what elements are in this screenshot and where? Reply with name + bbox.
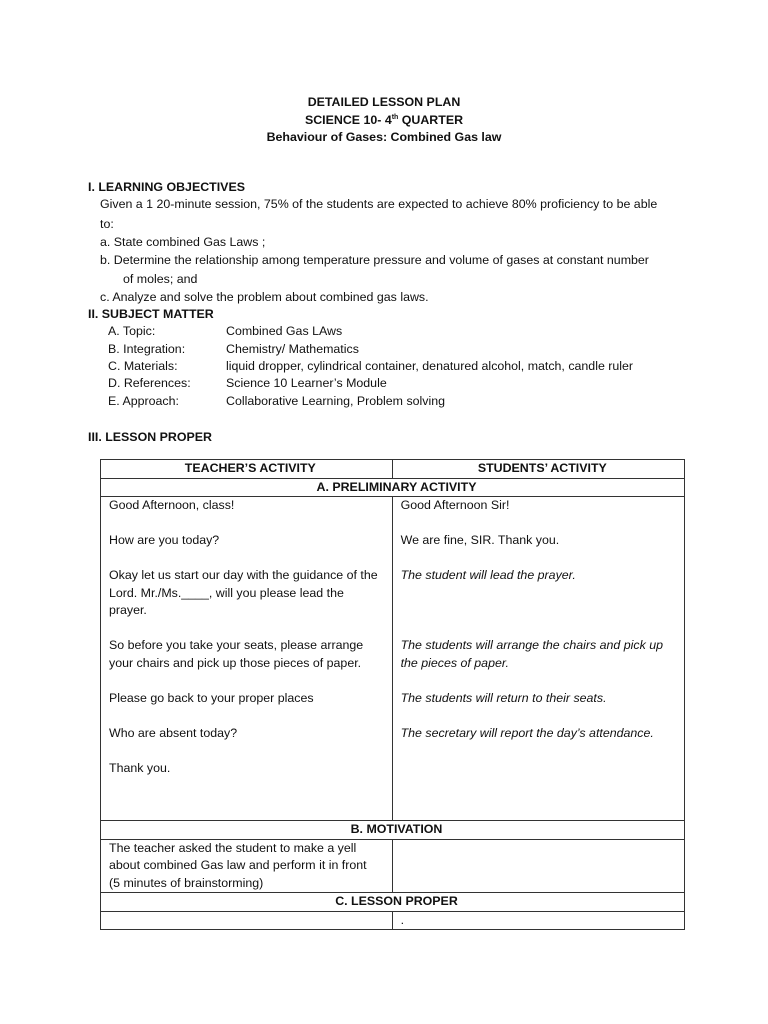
students-arrange-line-2: the pieces of paper.	[400, 655, 509, 670]
teacher-yell-line-2: about combined Gas law and perform it in front	[109, 858, 367, 872]
lesson-activity-table	[100, 459, 685, 930]
objective-b-cont: of moles; and	[123, 272, 198, 286]
students-prayer: The student will lead the prayer.	[400, 568, 576, 582]
doc-title: DETAILED LESSON PLAN	[307, 95, 461, 109]
teacher-prayer-line-1: Okay let us start our day with the guidance of the	[109, 568, 378, 582]
lesson-proper-heading: III. LESSON PROPER	[88, 430, 212, 444]
section-row-preliminary	[101, 478, 685, 497]
teacher-activity-header: TEACHER’S ACTIVITY	[101, 460, 393, 479]
grade-superscript: th	[391, 114, 399, 121]
subject-references-label: D. References:	[108, 376, 191, 390]
subject-references-value: Science 10 Learner’s Module	[226, 376, 387, 390]
section-row-lesson-proper	[101, 893, 685, 912]
doc-subtitle-grade	[0, 113, 768, 127]
objectives-intro: Given a 1 20-minute session, 75% of the students are expected to achieve 80% proficiency to be able	[100, 197, 658, 211]
subject-materials-value: liquid dropper, cylindrical container, denatured alcohol, match, candle ruler	[226, 359, 634, 373]
teacher-how-are-you: How are you today?	[109, 533, 220, 547]
quarter-text: QUARTER	[398, 113, 464, 127]
students-lesson-cell	[392, 911, 684, 930]
teacher-lesson-cell	[101, 911, 393, 930]
subject-matter-heading: II. SUBJECT MATTER	[88, 307, 214, 321]
objective-a: a. State combined Gas Laws ;	[100, 235, 266, 249]
table-row	[101, 911, 685, 930]
section-row-motivation	[101, 821, 685, 840]
objective-c: c. Analyze and solve the problem about combined gas laws.	[100, 290, 429, 304]
teacher-prayer-line-2: Lord. Mr./Ms.____, will you please lead the	[109, 585, 344, 600]
teacher-motivation-cell	[101, 839, 393, 893]
section-preliminary-activity: A. PRELIMINARY ACTIVITY	[101, 478, 685, 497]
teacher-go-back: Please go back to your proper places	[109, 690, 314, 705]
subject-approach-value: Collaborative Learning, Problem solving	[226, 394, 446, 408]
students-return: The students will return to their seats.	[400, 690, 607, 705]
section-lesson-proper: C. LESSON PROPER	[101, 893, 685, 912]
teacher-seats-line-2: your chairs and pick up those pieces of paper.	[109, 655, 362, 670]
teacher-yell-line-3: (5 minutes of brainstorming)	[109, 875, 264, 890]
students-fine: We are fine, SIR. Thank you.	[400, 533, 560, 547]
students-motivation-cell	[392, 839, 684, 893]
subject-topic-value: Combined Gas LAws	[226, 324, 343, 338]
teacher-preliminary-cell	[101, 497, 393, 821]
subject-materials-label: C. Materials:	[108, 359, 178, 373]
subject-topic-label: A. Topic:	[108, 324, 156, 338]
teacher-greeting: Good Afternoon, class!	[109, 498, 235, 512]
teacher-prayer-line-3: prayer.	[109, 603, 147, 617]
students-greeting: Good Afternoon Sir!	[400, 498, 510, 512]
students-activity-header: STUDENTS’ ACTIVITY	[392, 460, 684, 479]
table-row	[101, 497, 685, 821]
teacher-thank-you: Thank you.	[109, 760, 171, 775]
teacher-absent: Who are absent today?	[109, 725, 238, 740]
table-row	[101, 839, 685, 893]
subject-integration-label: B. Integration:	[108, 342, 186, 356]
table-header-row	[101, 460, 685, 479]
objectives-heading: I. LEARNING OBJECTIVES	[88, 180, 245, 194]
teacher-seats-line-1: So before you take your seats, please arrange	[109, 638, 364, 652]
subject-integration-value: Chemistry/ Mathematics	[226, 342, 359, 356]
grade-text: SCIENCE 10- 4	[304, 113, 392, 127]
doc-topic-title: Behaviour of Gases: Combined Gas law	[266, 130, 502, 144]
students-attendance: The secretary will report the day’s attendance.	[400, 725, 654, 740]
subject-approach-label: E. Approach:	[108, 394, 179, 408]
teacher-yell-line-1: The teacher asked the student to make a yell	[109, 840, 357, 855]
section-motivation: B. MOTIVATION	[101, 821, 685, 840]
students-arrange-line-1: The students will arrange the chairs and pick up	[400, 638, 664, 652]
objective-b: b. Determine the relationship among temperature pressure and volume of gases at constant number	[100, 253, 649, 267]
objectives-intro-cont: to:	[100, 217, 114, 231]
students-lesson-dot: .	[400, 912, 405, 927]
students-preliminary-cell	[392, 497, 684, 821]
